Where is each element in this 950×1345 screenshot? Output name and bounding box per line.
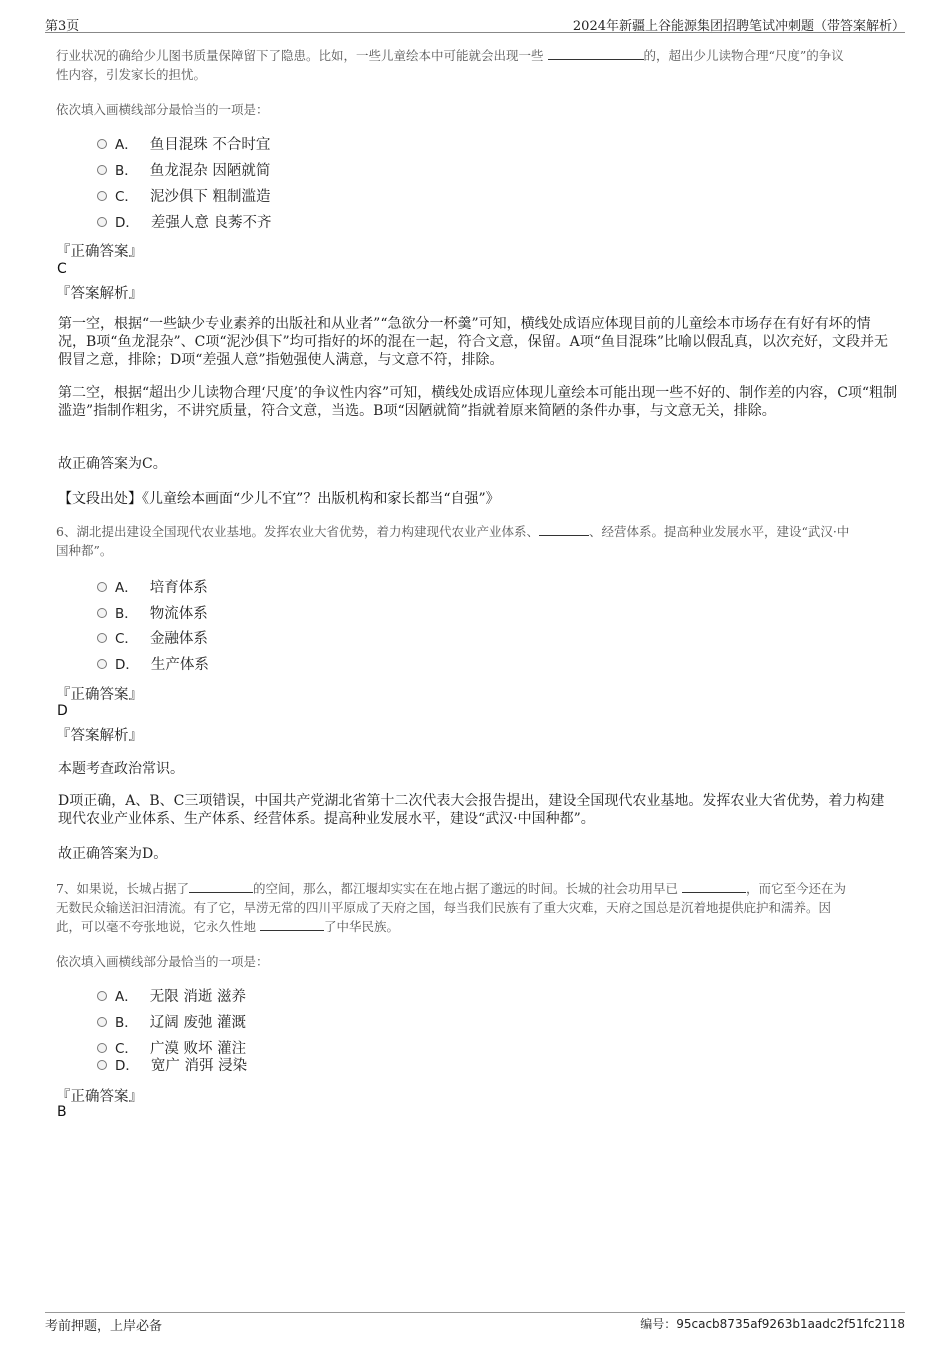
radio-icon[interactable] [97,191,107,201]
q7-option-c[interactable]: C． 广漠 败坏 灌注 [97,1040,246,1058]
radio-icon[interactable] [97,991,107,1001]
footer-slogan: 考前押题，上岸必备 [45,1319,163,1334]
q6-text: 6、湖北提出建设全国现代农业基地。发挥农业大省优势，着力构建现代农业产业体系、 、经营体系。提高种业发展水平，建设“武汉·中 国种都”。 [56,524,850,558]
q5-analysis-paragraph: 第二空，根据“超出少儿读物合理‘尺度’的争议性内容”可知，横线处成语应体现儿童绘本可能出现一些不好的、制作差的内容，C项“粗制滥造”指制作粗劣，不讲究质量，符合文意，当选。B项“因陋就简”指就着原来简陋的条件办事，与文意无关，排除。 [58,385,898,419]
radio-icon[interactable] [97,217,107,227]
q5-analysis-conclusion: 故正确答案为C。 [58,456,167,472]
document-title: 2024年新疆上谷能源集团招聘笔试冲刺题（带答案解析） [572,19,905,34]
q5-blank [548,47,644,60]
q5-option-a[interactable]: A． 鱼目混珠 不合时宜 [97,136,270,154]
q7-option-d[interactable]: D． 宽广 消弭 浸染 [97,1057,247,1075]
radio-icon[interactable] [97,1043,107,1053]
q6-answer: D [57,703,68,719]
q5-option-d[interactable]: D． 差强人意 良莠不齐 [97,214,272,232]
document-code: 编号：95cacb8735af9263b1aadc2f51fc2118 [640,1317,905,1331]
q5-option-c[interactable]: C． 泥沙俱下 粗制滥造 [97,188,271,206]
q7-prompt: 依次填入画横线部分最恰当的一项是： [56,954,269,969]
q7-blank [682,880,746,893]
q6-option-b[interactable]: B． 物流体系 [97,605,208,623]
q5-option-b[interactable]: B． 鱼龙混杂 因陋就简 [97,162,270,180]
radio-icon[interactable] [97,633,107,643]
q6-option-c[interactable]: C． 金融体系 [97,630,208,648]
q7-option-a[interactable]: A． 无限 消逝 滋养 [97,988,246,1006]
q5-answer-label: 『正确答案』 [56,244,143,260]
q7-text: 7、如果说，长城占据了 的空间，那么，都江堰却实实在在地占据了邈远的时间。长城的社会功用早已 ，而它至今还在为 无数民众输送汩汩清流。有了它，旱涝无常的四川平原成了天府之国，每当我们民族有了重大灾难，天府之国总是沉着地提供庇护和濡养。因 此，可以毫不夸张地说，它永久性地 了中华民族。 [56,881,846,934]
q7-answer: B [57,1104,67,1120]
q7-blank [189,880,253,893]
q6-option-a[interactable]: A． 培育体系 [97,579,208,597]
radio-icon[interactable] [97,608,107,618]
radio-icon[interactable] [97,139,107,149]
q5-answer: C [57,261,67,277]
q6-answer-label: 『正确答案』 [56,687,143,703]
page-number: 第3页 [45,19,80,34]
page-header [45,14,905,33]
q6-analysis-paragraph: 本题考查政治常识。 [58,761,184,777]
q6-analysis-label: 『答案解析』 [56,728,143,744]
radio-icon[interactable] [97,1060,107,1070]
q6-blank [539,523,589,536]
radio-icon[interactable] [97,659,107,669]
q5-analysis-label: 『答案解析』 [56,286,143,302]
q5-text: 行业状况的确给少儿图书质量保障留下了隐患。比如，一些儿童绘本中可能就会出现一些 的，超出少儿读物合理“尺度”的争议 性内容，引发家长的担忧。 [56,48,844,82]
q6-option-d[interactable]: D． 生产体系 [97,656,209,674]
radio-icon[interactable] [97,1017,107,1027]
q6-analysis-paragraph: D项正确，A、B、C三项错误，中国共产党湖北省第十二次代表大会报告提出，建设全国现代农业基地。发挥农业大省优势，着力构建现代农业产业体系、生产体系、经营体系。提高种业发展水平，建设“武汉·中国种都”。 [58,793,885,827]
q6-analysis-conclusion: 故正确答案为D。 [58,846,168,862]
q7-option-b[interactable]: B． 辽阔 废弛 灌溉 [97,1014,246,1032]
q5-source: 【文段出处】《儿童绘本画面“少儿不宜”？出版机构和家长都当“自强”》 [58,491,500,507]
radio-icon[interactable] [97,165,107,175]
page-footer [45,1312,905,1333]
radio-icon[interactable] [97,582,107,592]
q7-answer-label: 『正确答案』 [56,1089,143,1105]
q7-blank [260,918,324,931]
q5-analysis-paragraph: 第一空，根据“一些缺少专业素养的出版社和从业者”“急欲分一杯羹”可知，横线处成语应体现目前的儿童绘本市场存在有好有坏的情况，B项“鱼龙混杂”、C项“泥沙俱下”均可指好的坏的混在一起，符合文意，保留。A项“鱼目混珠”比喻以假乱真，以次充好，文段并无假冒之意，排除；D项“差强人意”指勉强使人满意，与文意不符，排除。 [58,316,889,368]
q5-prompt: 依次填入画横线部分最恰当的一项是： [56,102,269,117]
